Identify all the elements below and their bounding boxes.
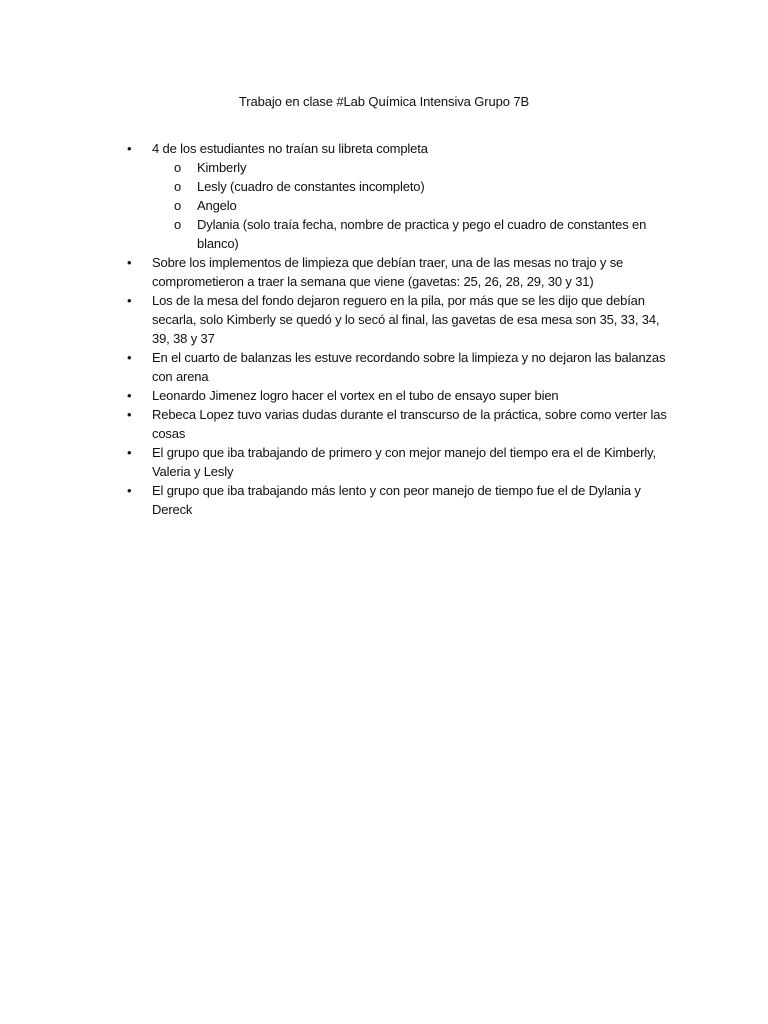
list-item: [127, 348, 667, 386]
list-item-text: 4 de los estudiantes no traían su libreta completa: [152, 141, 428, 156]
sub-list-item-text: Lesly (cuadro de constantes incompleto): [197, 179, 425, 194]
sub-list-item: [152, 215, 667, 253]
bullet-list: [127, 139, 667, 519]
list-item: [127, 443, 667, 481]
sub-list: [152, 158, 667, 253]
list-item-text: Los de la mesa del fondo dejaron reguero en la pila, por más que se les dijo que debían secarla, solo Kimberly se quedó y lo secó al final, las gavetas de esa mesa son 35, 33, 34, 39, 38 y 37: [152, 293, 660, 346]
bullet-icon: •: [127, 483, 132, 498]
bullet-icon: •: [127, 407, 132, 422]
bullet-icon: •: [127, 293, 132, 308]
circle-bullet-icon: o: [174, 179, 182, 194]
circle-bullet-icon: o: [174, 198, 182, 213]
bullet-icon: •: [127, 255, 132, 270]
list-item: [127, 481, 667, 519]
sub-list-item: [152, 196, 667, 215]
list-item-text: En el cuarto de balanzas les estuve recordando sobre la limpieza y no dejaron las balanzas con arena: [152, 350, 666, 384]
bullet-icon: •: [127, 445, 132, 460]
list-item: [127, 139, 667, 253]
bullet-icon: •: [127, 141, 132, 156]
sub-list-item-text: Kimberly: [197, 160, 247, 175]
list-item: [127, 291, 667, 348]
sub-list-item: [152, 158, 667, 177]
circle-bullet-icon: o: [174, 217, 182, 232]
list-item: [127, 253, 667, 291]
sub-list-item-text: Dylania (solo traía fecha, nombre de practica y pego el cuadro de constantes en blanco): [197, 217, 647, 251]
bullet-icon: •: [127, 388, 132, 403]
list-item-text: Sobre los implementos de limpieza que debían traer, una de las mesas no trajo y se comprometieron a traer la semana que viene (gavetas: 25, 26, 28, 29, 30 y 31): [152, 255, 624, 289]
circle-bullet-icon: o: [174, 160, 182, 175]
sub-list-item-text: Angelo: [197, 198, 237, 213]
document-title: Trabajo en clase #Lab Química Intensiva Grupo 7B: [238, 94, 530, 109]
list-item-text: Leonardo Jimenez logro hacer el vortex en el tubo de ensayo super bien: [152, 388, 559, 403]
list-item: [127, 405, 667, 443]
list-item: [127, 386, 667, 405]
list-item-text: El grupo que iba trabajando más lento y con peor manejo de tiempo fue el de Dylania y Dereck: [152, 483, 641, 517]
list-item-text: El grupo que iba trabajando de primero y con mejor manejo del tiempo era el de Kimberly, Valeria y Lesly: [152, 445, 656, 479]
list-item-text: Rebeca Lopez tuvo varias dudas durante el transcurso de la práctica, sobre como verter las cosas: [152, 407, 667, 441]
bullet-icon: •: [127, 350, 132, 365]
sub-list-item: [152, 177, 667, 196]
